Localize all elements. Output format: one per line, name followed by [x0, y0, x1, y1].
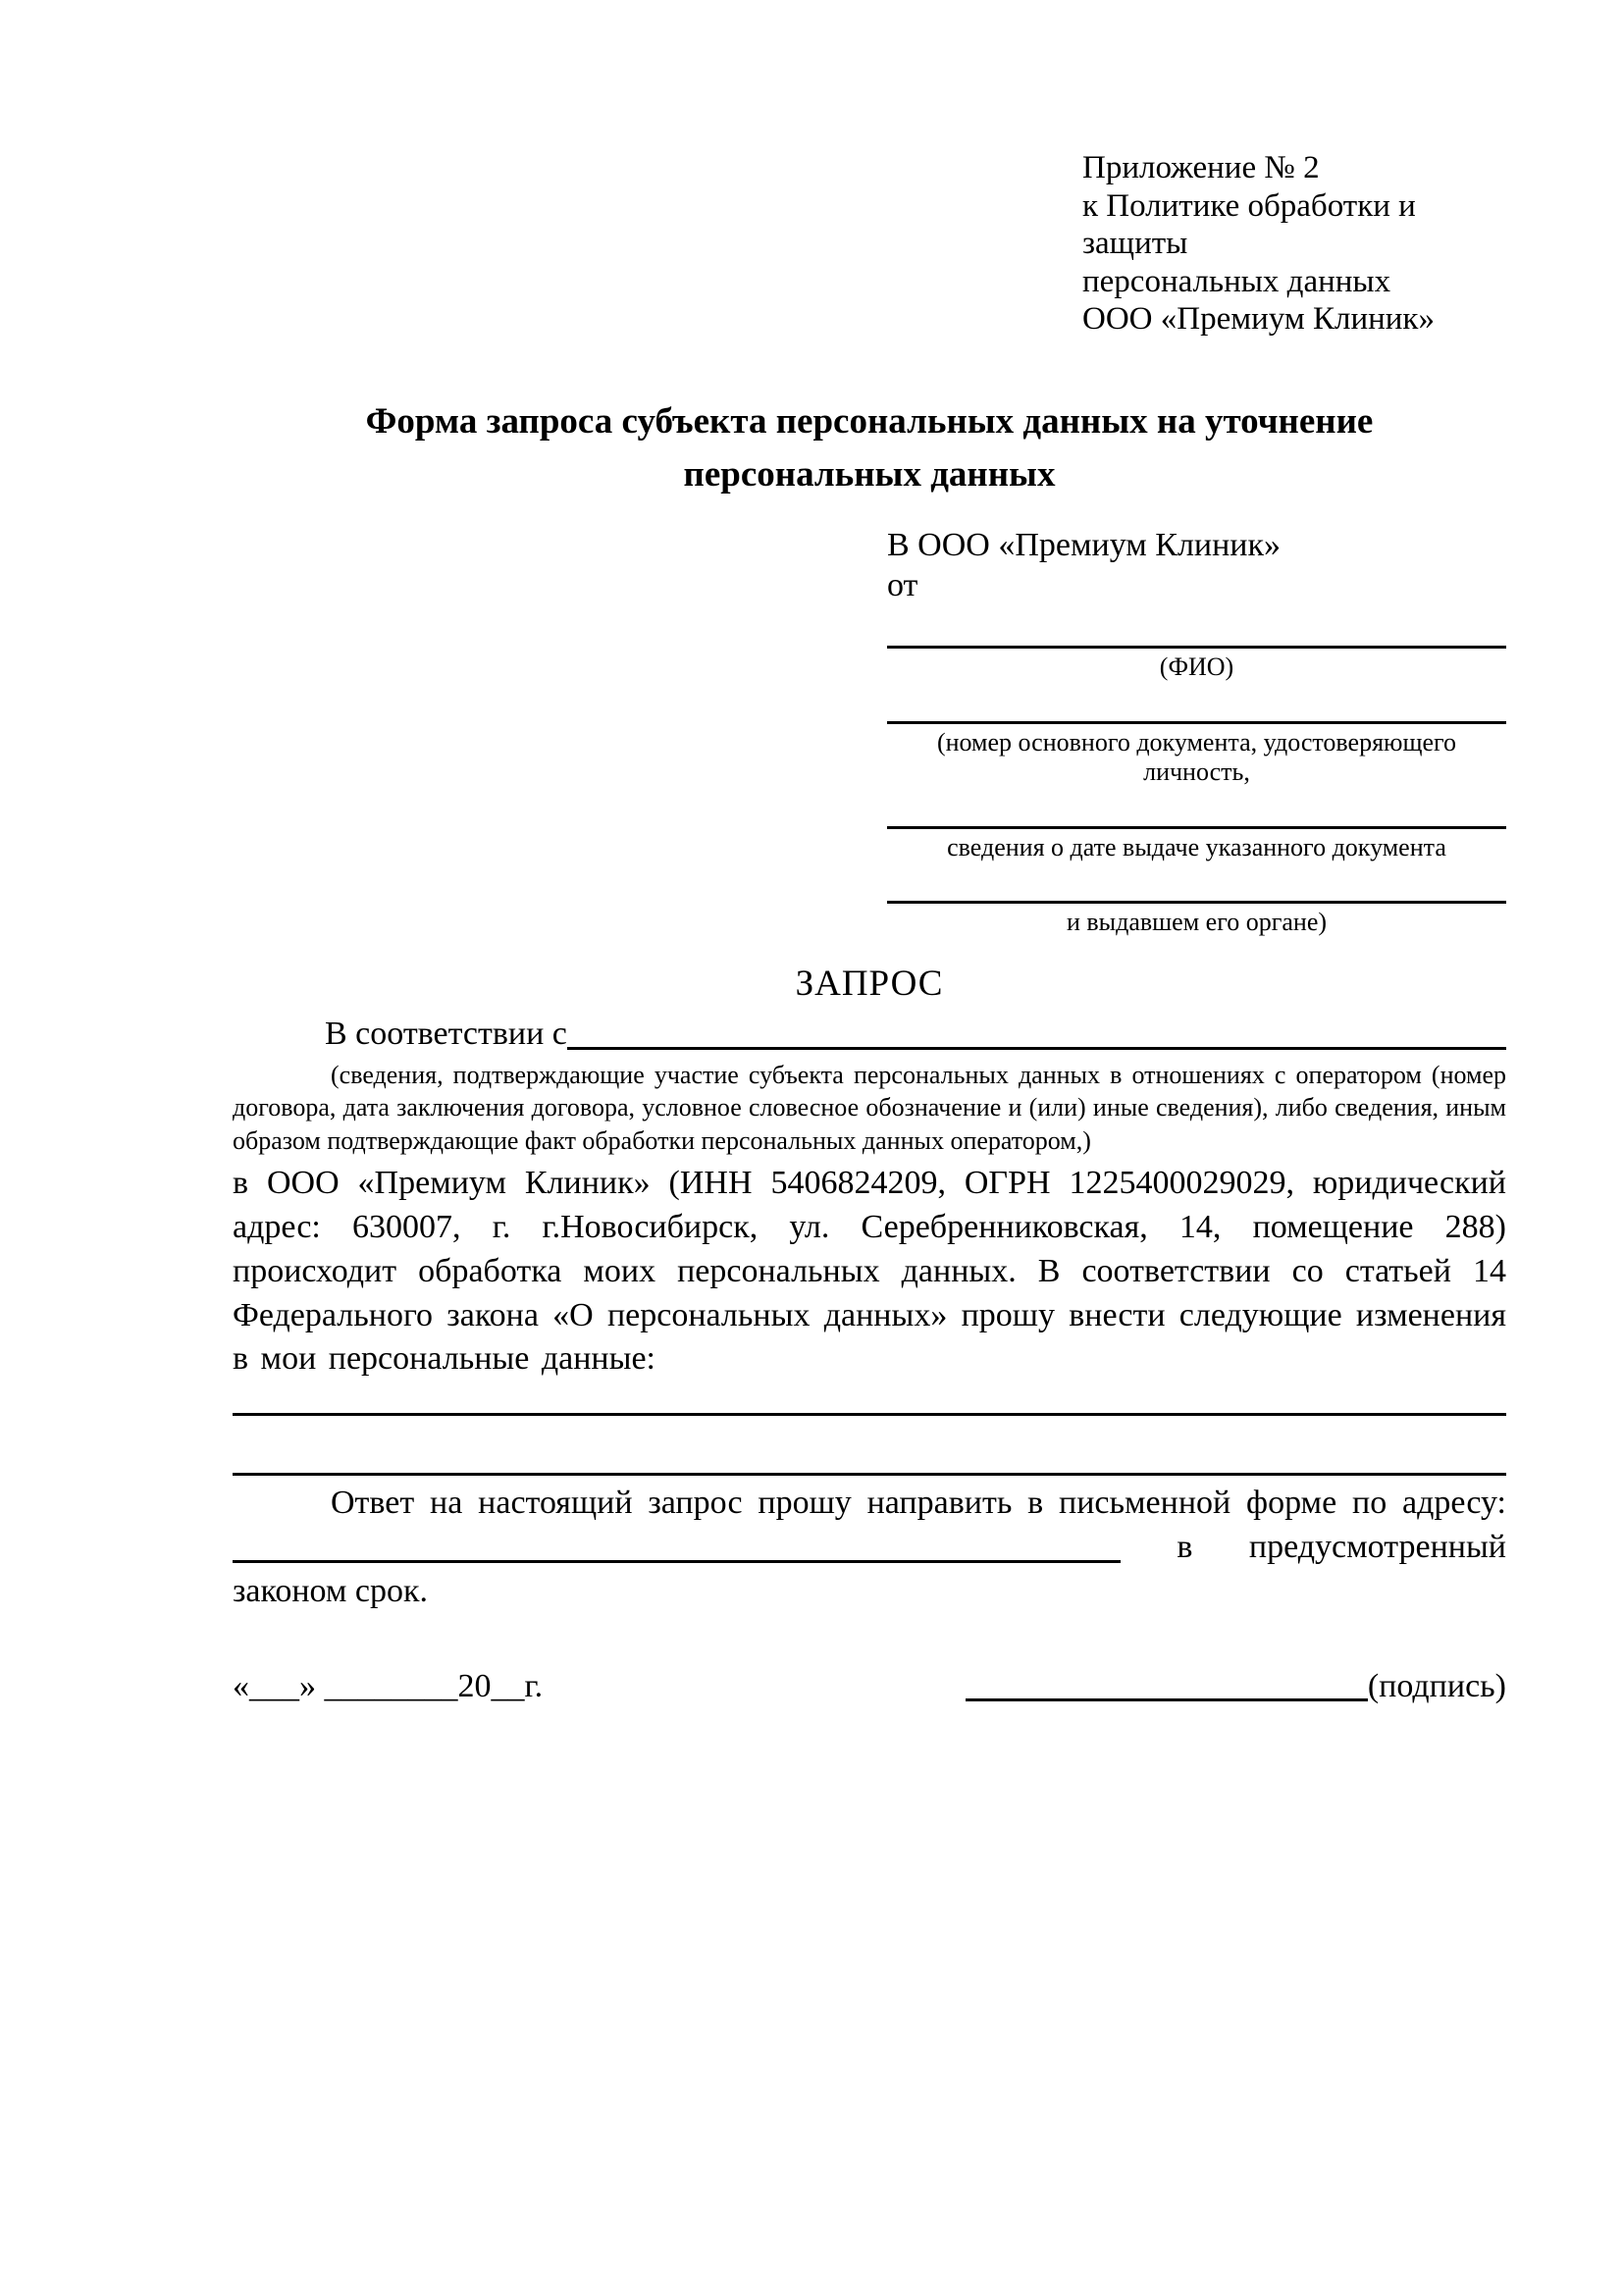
request-body-text: в ООО «Премиум Клиник» (ИНН 5406824209, ОГРН 1225400029029, юридический адрес: 630007, г. г.Новосибирск, ул. Серебренниковская, 14, помещение 288) происходит обработка моих персональных данных. В соответствии со статьей 14 Федерального закона «О персональных данных» прошу внести следующие изменения в мои персональные данные:	[233, 1164, 1506, 1378]
document-issuer-field	[887, 869, 1506, 937]
fio-field	[887, 606, 1506, 682]
signature-caption: (подпись)	[1367, 1667, 1506, 1704]
appendix-line: Приложение № 2	[1082, 150, 1320, 185]
footnote-text: (сведения, подтверждающие участие субъекта персональных данных в отношениях с оператором (номер договора, дата заключения договора, условное словесное обозначение и (или) иные сведения), либо сведения, иным образом подтверждающие факт обработки персональных данных оператором,)	[233, 1060, 1506, 1156]
addressee-from-label: от	[887, 567, 918, 604]
document-issue-date-field	[887, 795, 1506, 862]
signature-row	[233, 1665, 1506, 1708]
addressee-block	[887, 526, 1506, 937]
request-heading: ЗАПРОС	[795, 964, 944, 1005]
page-title-line-1: Форма запроса субъекта персональных данных на уточнение	[365, 401, 1374, 443]
document-number-input-line[interactable]	[887, 690, 1506, 724]
appendix-line: ООО «Премиум Клиник»	[1082, 301, 1435, 338]
document-issue-date-caption: сведения о дате выдаче указанного документа	[947, 832, 1446, 861]
address-input-line[interactable]	[233, 1560, 1121, 1563]
page-title	[233, 395, 1506, 500]
document-number-field	[887, 690, 1506, 787]
basis-input-line[interactable]	[567, 1047, 1506, 1050]
document-issuer-caption: и выдавшем его органе)	[1066, 908, 1328, 937]
paragraph-indent	[233, 1013, 325, 1056]
fio-input-line[interactable]	[887, 606, 1506, 649]
fio-caption: (ФИО)	[1159, 652, 1234, 681]
appendix-line: к Политике обработки и защиты	[1082, 187, 1416, 262]
answer-address-row	[233, 1526, 1506, 1570]
document-issue-date-input-line[interactable]	[887, 795, 1506, 829]
intro-label: В соответствии с	[325, 1016, 567, 1053]
document-issuer-input-line[interactable]	[887, 869, 1506, 904]
appendix-line: персональных данных	[1082, 263, 1391, 299]
page-title-line-2: персональных данных	[683, 453, 1056, 495]
answer-closing-text: законом срок.	[233, 1573, 428, 1610]
document-number-caption: (номер основного документа, удостоверяющего личность,	[936, 727, 1457, 786]
intro-row	[233, 1013, 1506, 1056]
changes-input-line-2[interactable]	[233, 1416, 1506, 1476]
signature-input-line[interactable]	[966, 1698, 1368, 1701]
answer-request-text: Ответ на настоящий запрос прошу направить в письменной форме по адресу:	[331, 1485, 1506, 1522]
signature-spacer	[543, 1665, 966, 1708]
changes-input-line-1[interactable]	[233, 1382, 1506, 1416]
appendix-block	[1082, 149, 1506, 339]
date-blank[interactable]: «___» ________20__г.	[233, 1667, 544, 1704]
addressee-to: В ООО «Премиум Клиник»	[887, 527, 1282, 564]
answer-tail-word-2: предусмотренный	[1248, 1529, 1506, 1566]
answer-tail-word-1: в	[1177, 1529, 1193, 1566]
